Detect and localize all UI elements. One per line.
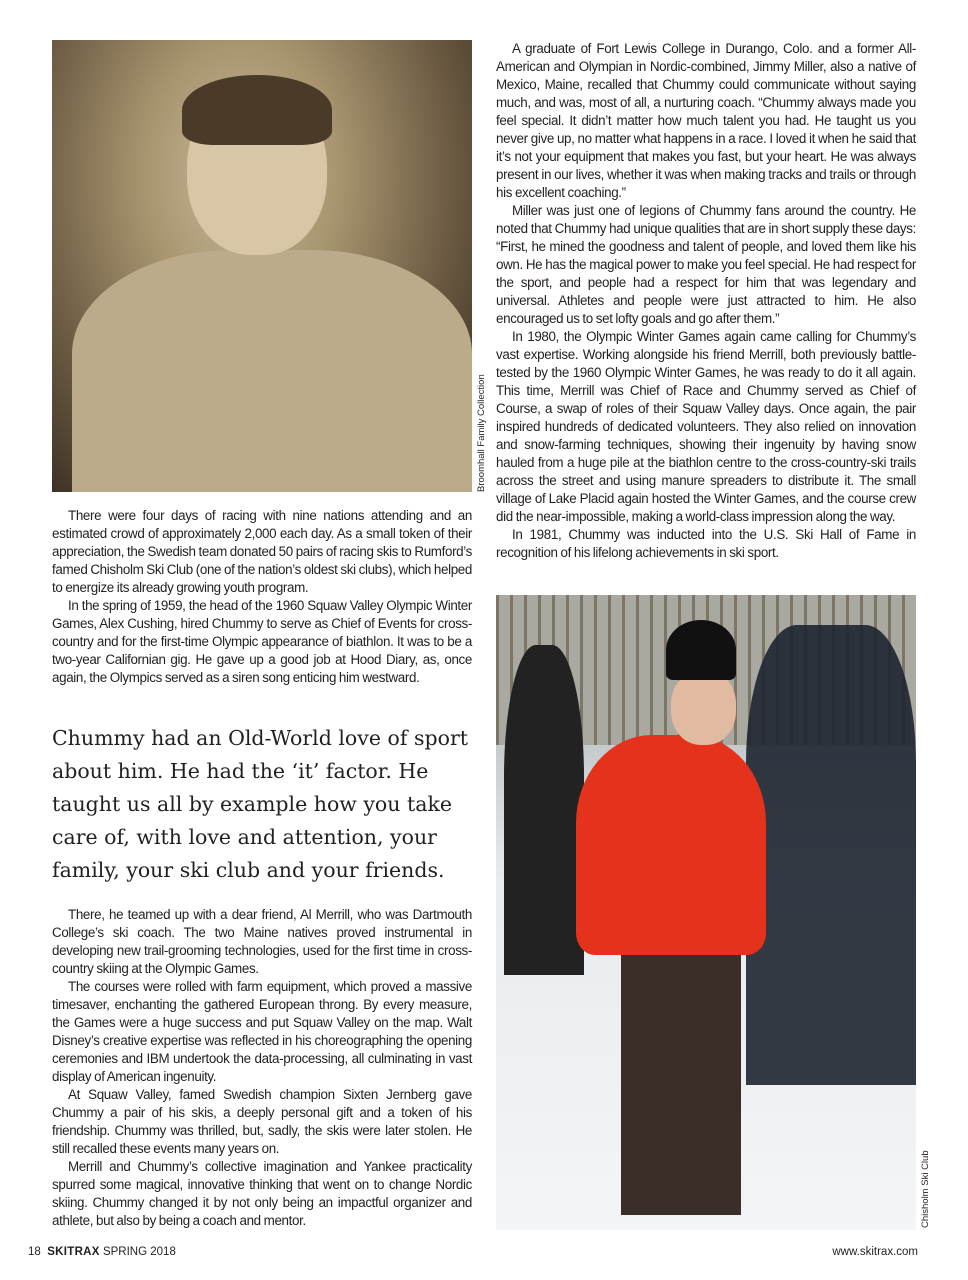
website-link[interactable]: www.skitrax.com: [832, 1246, 918, 1258]
skiing-photo: [496, 595, 916, 1230]
photo-credit: Broomhall Family Collection: [476, 374, 487, 492]
paragraph: In 1981, Chummy was inducted into the U.S. Ski Hall of Fame in recognition of his lifelong achievements in ski sport.: [496, 527, 916, 560]
photo-credit: Chisholm Ski Club: [920, 1150, 931, 1228]
paragraph: In 1980, the Olympic Winter Games again came calling for Chummy’s vast expertise. Working alongside his friend Merrill, both previously battle-tested by the 1960 Olympic Winter Games, he was ready to do it all again. This time, Merrill was Chief of Race and Chummy served as Chief of Course, a swap of roles of their Squaw Valley days. Once again, the pair inspired hundreds of dedicated volunteers. They also relied on innovation and snow-farming techniques, showing their ingenuity by having snow hauled from a huge pile at the biathlon centre to the cross-country-ski trails across the street and using manure spreaders to distribute it. The small village of Lake Placid again hosted the Winter Games, and the course crew did the near-impossible, making a world-class impression along the way.: [496, 329, 916, 524]
paragraph: There were four days of racing with nine nations attending and an estimated crowd of approximately 2,000 each day. As a small token of their appreciation, the Swedish team donated 50 pairs of racing skis to Rumford’s famed Chisholm Ski Club (one of the nation’s oldest ski clubs), which helped to energize its already growing youth program.: [52, 508, 472, 595]
photo-bystander: [504, 645, 584, 975]
paragraph: Miller was just one of legions of Chummy fans around the country. He noted that Chummy had unique qualities that are in short supply these days: “First, he mined the goodness and talent of people, and loved them like his own. He has the magical power to make you feel special. He had respect for the sport, and people had a respect for him that was legendary and universal. Athletes and people were just attracted to him. He also encouraged us to set lofty goals and go after them.”: [496, 203, 916, 326]
article-column-left-bottom: [52, 906, 472, 1230]
issue-label: SPRING 2018: [102, 1246, 176, 1258]
photo-hair: [182, 75, 332, 145]
paragraph: The courses were rolled with farm equipment, which proved a massive timesaver, enchanting the gathered European throng. By every measure, the Games were a huge success and put Squaw Valley on the map. Walt Disney’s creative expertise was reflected in his choreographing the opening ceremonies and IBM undertook the data-processing, all culminating in vast display of American ingenuity.: [52, 979, 472, 1084]
photo-face: [671, 670, 736, 745]
portrait-photo: [52, 40, 472, 492]
pull-quote: Chummy had an Old-World love of sport about him. He had the ‘it’ factor. He taught us all by example how you take care of, with love and attention, your family, your ski club and your friends.: [52, 726, 468, 882]
paragraph: There, he teamed up with a dear friend, Al Merrill, who was Dartmouth College’s ski coach. The two Maine natives proved instrumental in developing new trail-grooming technologies, used for the first time in cross-country skiing at the Olympic Games.: [52, 907, 472, 976]
photo-pants: [621, 945, 741, 1215]
photo-hat: [666, 620, 736, 680]
paragraph: In the spring of 1959, the head of the 1960 Squaw Valley Olympic Winter Games, Alex Cushing, hired Chummy to serve as Chief of Events for cross-country and for the first-time Olympic appearance of biathlon. It was to be a two-year Californian gig. He gave up a good job at Hood Diary, as, once again, the Olympics served as a siren song enticing him westward.: [52, 598, 472, 685]
footer-folio: [28, 1246, 176, 1258]
paragraph: A graduate of Fort Lewis College in Durango, Colo. and a former All-American and Olympian in Nordic-combined, Jimmy Miller, also a native of Mexico, Maine, recalled that Chummy could communicate without saying much, and was, most of all, a nurturing coach. “Chummy always made you feel special. It didn’t matter how much talent you had. He taught us you never give up, no matter what happens in a race. I loved it when he said that it’s not your equipment that makes you fast, but your heart. He was always present in our lives, whether it was when making tracks and trails or through his excellent coaching.”: [496, 41, 916, 200]
photo-shirt: [72, 250, 472, 492]
magazine-name: SKITRAX: [47, 1246, 100, 1258]
article-column-left-top: [52, 507, 472, 687]
paragraph: Merrill and Chummy’s collective imagination and Yankee practicality spurred some magical, innovative thinking that went on to change Nordic skiing. Chummy changed it by not only being an impactful organizer and athlete, but also by being a coach and mentor.: [52, 1159, 472, 1228]
photo-red-jacket: [576, 735, 766, 955]
article-column-right: [496, 40, 916, 562]
photo-crowd: [746, 625, 916, 1085]
page-number: 18: [28, 1246, 41, 1258]
paragraph: At Squaw Valley, famed Swedish champion Sixten Jernberg gave Chummy a pair of his skis, a deeply personal gift and a token of his friendship. Chummy was thrilled, but, sadly, the skis were later stolen. He still recalled these events many years on.: [52, 1087, 472, 1156]
